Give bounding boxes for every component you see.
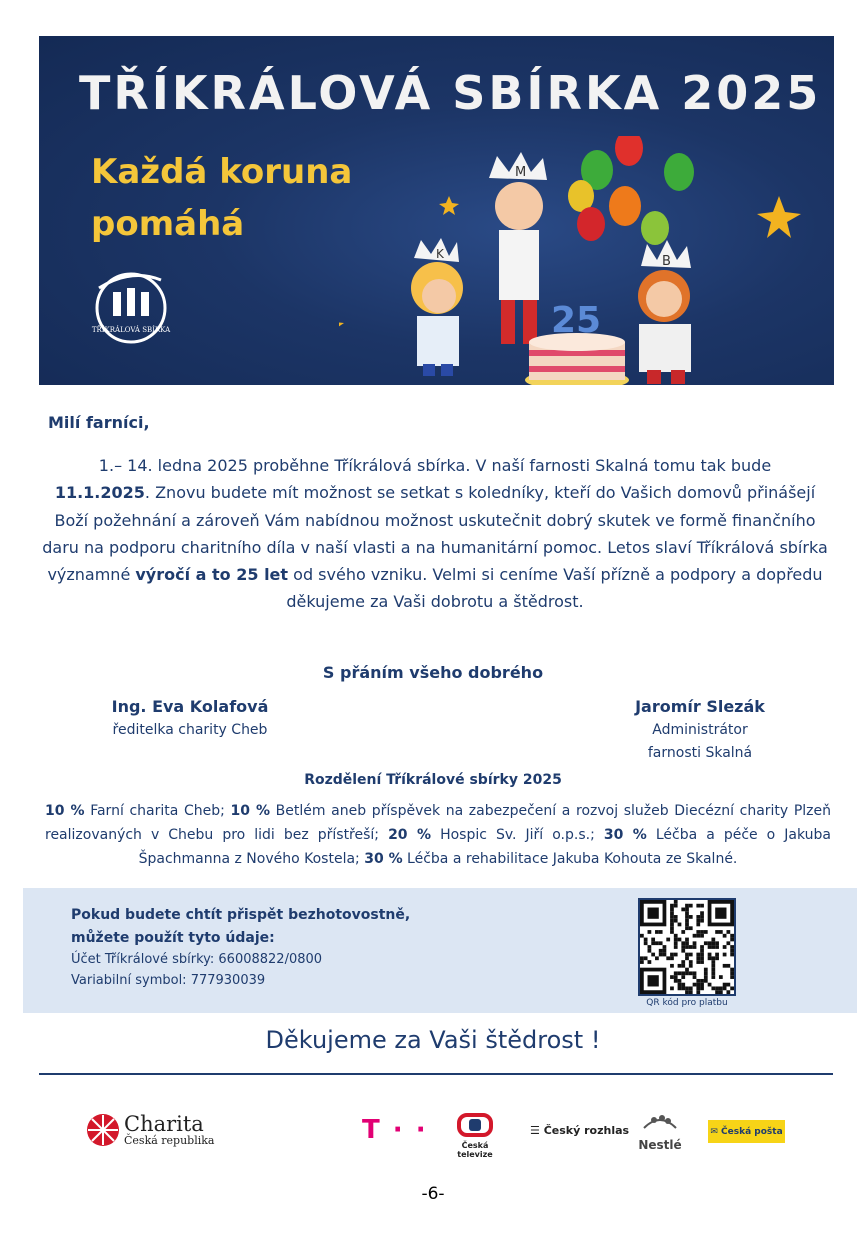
cake-number: 25 xyxy=(551,300,602,341)
king-k-figure xyxy=(411,238,463,376)
king-m-figure xyxy=(489,152,547,344)
distribution-title: Rozdělení Tříkrálové sbírky 2025 xyxy=(304,772,562,788)
payment-heading: Pokud budete chtít přispět bezhotovostně, můžete použít tyto údaje: xyxy=(71,907,411,946)
payment-vs: Variabilní symbol: 777930039 xyxy=(71,973,266,988)
dist-pct: 30 % xyxy=(603,827,647,843)
signature-right-role1: Administrátor xyxy=(652,722,748,738)
balloons-icon xyxy=(568,136,694,245)
banner-title: TŘÍKRÁLOVÁ SBÍRKA 2025 xyxy=(79,66,822,120)
dist-text: Farní charita Cheb; xyxy=(84,803,231,819)
charita-sub: Česká republika xyxy=(124,1134,215,1147)
qr-code-icon xyxy=(640,900,734,994)
cesky-rozhlas-logo: ☰ Český rozhlas xyxy=(530,1124,630,1137)
charita-logo xyxy=(86,1113,215,1147)
dist-pct: 30 % xyxy=(364,851,403,867)
greeting: Milí farníci, xyxy=(48,413,150,432)
distribution-list xyxy=(45,799,831,871)
payment-box xyxy=(23,888,857,1013)
three-kings-logo xyxy=(91,268,171,348)
letter-date: 11.1.2025 xyxy=(54,483,145,503)
dist-text: Betlém aneb příspěvek na zabezpečení a rozvoj služeb Diecézní charity Plzeň realizovaných v Chebu pro lidi bez přístřeší; xyxy=(45,803,831,843)
king-b-figure xyxy=(638,240,691,384)
page-number: -6- xyxy=(421,1184,445,1204)
signature-left-role: ředitelka charity Cheb xyxy=(112,722,268,738)
posthorn-icon: ✉ xyxy=(710,1126,722,1137)
letter-p3: od svého vzniku. Velmi si ceníme Vaší přízně a podpory a dopředu děkujeme za Vaši dobrotu a štědrost. xyxy=(286,565,823,612)
charita-name: Charita xyxy=(124,1112,204,1136)
tmobile-logo: T · · xyxy=(362,1115,428,1145)
closing-wish: S přáním všeho dobrého xyxy=(322,663,544,682)
qr-code xyxy=(638,898,736,996)
signature-right xyxy=(610,695,790,765)
qr-caption: QR kód pro platbu xyxy=(646,998,728,1008)
dist-text: Léčba a rehabilitace Jakuba Kohouta ze Skalné. xyxy=(402,851,738,867)
ceska-posta-logo: ✉ Česká pošta xyxy=(708,1120,785,1143)
crown-letter-m: M xyxy=(515,165,527,180)
crown-letter-k: K xyxy=(436,247,444,261)
letter-p2: . Znovu budete mít možnost se setkat s koledníky, kteří do Vašich domovů přinášejí Boží požehnání a zároveň Vám nabídnou možnost uskutečnit dobrý skutek ve formě finančního daru na podporu charitního díla v naší vlasti a na humanitární pomoc. Letos slaví Tříkrálová sbírka významné xyxy=(42,483,828,585)
dist-pct: 10 % xyxy=(230,803,271,819)
signature-left xyxy=(100,695,280,742)
dist-text: Hospic Sv. Jiří o.p.s.; xyxy=(431,827,604,843)
dist-text: Léčba a péče o Jakuba Špachmanna z Nového Kostela; xyxy=(138,827,831,867)
birthday-cake-icon xyxy=(525,300,629,385)
divider xyxy=(39,1073,833,1075)
ceska-televize-logo: Česká televize xyxy=(444,1113,506,1159)
signature-right-role2: farnosti Skalná xyxy=(647,745,753,761)
banner-subtitle: Každá koruna pomáhá xyxy=(91,152,353,244)
thanks-message: Děkujeme za Vaši štědrost ! xyxy=(265,1026,601,1054)
letter-body xyxy=(40,452,830,616)
payment-account: Účet Tříkrálové sbírky: 66008822/0800 xyxy=(71,952,323,967)
charita-cross-icon xyxy=(86,1113,120,1147)
signature-left-name: Ing. Eva Kolafová xyxy=(111,697,269,716)
crown-letter-b: B xyxy=(662,254,671,269)
campaign-banner xyxy=(39,36,834,385)
dist-pct: 10 % xyxy=(45,803,85,819)
letter-p1: 1.– 14. ledna 2025 proběhne Tříkrálová sbírka. V naší farnosti Skalná tomu tak bude xyxy=(98,456,772,475)
kings-illustration xyxy=(339,136,809,385)
ct-icon xyxy=(457,1113,493,1137)
logo-badge-text: TŘÍKRÁLOVÁ SBÍRKA xyxy=(91,326,171,334)
nestle-logo: Nestlé xyxy=(636,1108,684,1152)
dist-pct: 20 % xyxy=(388,827,432,843)
signature-right-name: Jaromír Slezák xyxy=(635,697,765,716)
rozhlas-icon: ☰ xyxy=(530,1124,540,1137)
letter-anniversary: výročí a to 25 let xyxy=(135,565,289,585)
nest-birds-icon xyxy=(640,1108,680,1134)
